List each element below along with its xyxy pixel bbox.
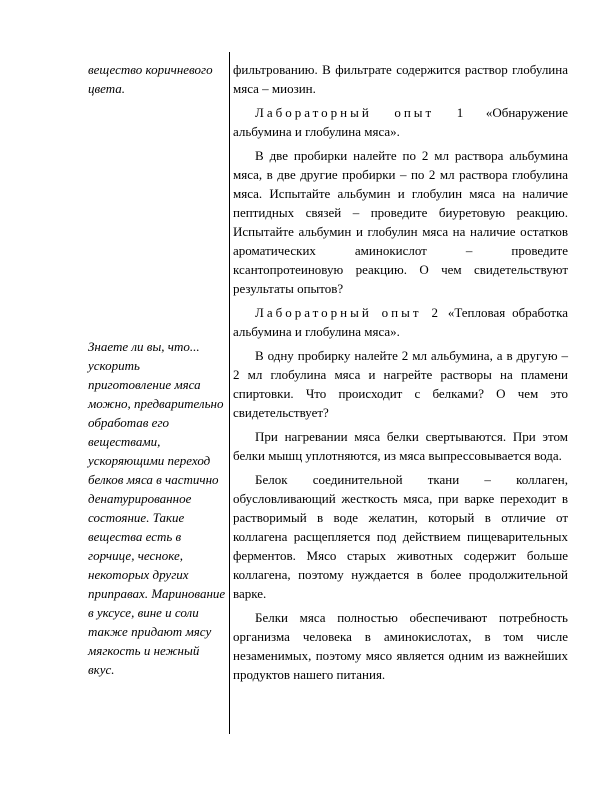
paragraph-filtrate: фильтрованию. В фильтрате содержится раствор глобулина мяса – миозин. xyxy=(233,62,568,96)
paragraph-heating: При нагревании мяса белки свертываются. При этом белки мышц уплотняются, из мяса выпрессовывается вода. xyxy=(233,429,568,463)
paragraph-experiment-2: В одну пробирку налейте 2 мл альбумина, а в другую – 2 мл глобулина мяса и нагрейте растворы на пламени спиртовки. Что происходит с белками? О чем это свидетельствует? xyxy=(233,348,568,420)
paragraph-collagen: Белок соединительной ткани – коллаген, обусловливающий жесткость мяса, при варке переходит в растворимый в воде желатин, который в отличие от коллагена расщепляется под действием пищеварительных ферментов. Мясо старых животных содержит больше коллагена, поэтому нуждается в более продолжительной варке. xyxy=(233,472,568,601)
column-divider xyxy=(229,52,230,734)
experiment-1-heading xyxy=(233,103,568,141)
sidebar-did-you-know: Знаете ли вы, что... ускорить приготовление мяса можно, предварительно обработав его веществами, ускоряющими переход белков мяса в частично денатурированное состояние. Такие вещества есть в горчице, чесноке, некоторых других приправах. Маринование в уксусе, вине и соли также придают мясу мягкость и нежный вкус. xyxy=(88,339,226,677)
main-text xyxy=(233,60,568,689)
experiment-1-title: «Обнаружение альбумина и глобулина мяса». xyxy=(233,105,568,139)
paragraph-amino-acids: Белки мяса полностью обеспечивают потребность организма человека в аминокислотах, в том числе незаменимых, поэтому мясо является одним из важнейших продуктов нашего питания. xyxy=(233,610,568,682)
experiment-1-label: Лабораторный опыт 1 xyxy=(255,105,467,120)
sidebar-note-top: вещество коричневого цвета. xyxy=(88,62,213,96)
paragraph-experiment-1: В две пробирки налейте по 2 мл раствора альбумина мяса, в две другие пробирки – по 2 мл раствора глобулина мяса. Испытайте альбумин и глобулин мяса на наличие пептидных связей – проведите биуретовую реакцию. Испытайте альбумин и глобулин мяса на наличие остатков ароматических аминокислот – проведите ксантопротеиновую реакцию. О чем свидетельствуют результаты опытов? xyxy=(233,148,568,296)
experiment-2-heading xyxy=(233,303,568,341)
experiment-2-label: Лабораторный опыт 2 xyxy=(255,305,441,320)
experiment-2-title: «Тепловая обработка альбумина и глобулина мяса». xyxy=(233,305,569,339)
